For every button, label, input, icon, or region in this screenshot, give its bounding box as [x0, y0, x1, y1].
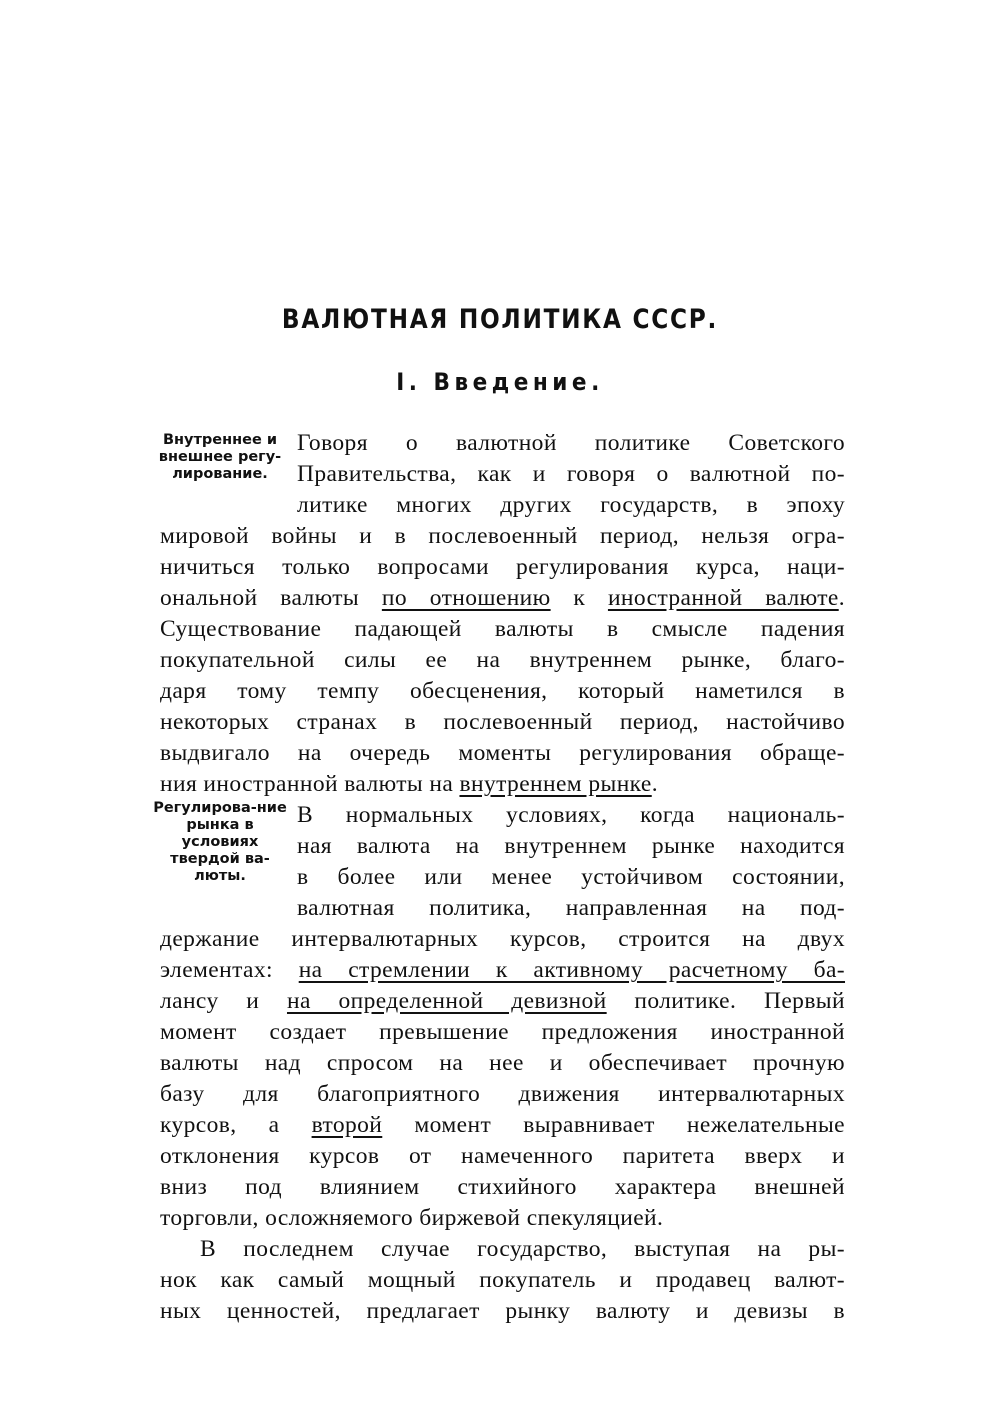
text-line: ничиться только вопросами регулирования курса, наци- [160, 554, 845, 580]
text-line: держание интервалютарных курсов, строится на двух [160, 926, 845, 952]
text-line: момент создает превышение предложения иностранной [160, 1019, 845, 1045]
text-line: ных ценностей, предлагает рынку валюту и девизы в [160, 1298, 845, 1324]
text-line [160, 769, 845, 799]
text-line: базу для благоприятного движения интервалютарных [160, 1081, 845, 1107]
underlined-text: на стремлении к активному расчетному ба- [298, 957, 846, 983]
underlined-text: на определенной девизной [286, 988, 607, 1014]
page-title: ВАЛЮТНАЯ ПОЛИТИКА СССР. [281, 304, 719, 335]
text-line: некоторых странах в послевоенный период, настойчиво [160, 709, 845, 735]
text-line [160, 986, 845, 1016]
text-line: нок как самый мощный покупатель и продавец валют- [160, 1267, 845, 1293]
text-line [160, 1110, 845, 1140]
margin-note-regulation: Внутреннее и внешнее регу-лирование. [158, 432, 282, 482]
text-line: Правительства, как и говоря о валютной по- [297, 461, 845, 487]
text-line: Говоря о валютной политике Советского [297, 430, 845, 456]
text-fragment: . [651, 771, 659, 797]
text-line: литике многих других государств, в эпоху [297, 492, 845, 518]
text-line: мировой войны и в послевоенный период, нельзя огра- [160, 523, 845, 549]
text-line: вниз под влиянием стихийного характера внешней [160, 1174, 845, 1200]
text-line: валюты над спросом на нее и обеспечивает прочную [160, 1050, 845, 1076]
text-line: покупательной силы ее на внутреннем рынке, благо- [160, 647, 845, 673]
text-line: ная валюта на внутреннем рынке находится [297, 833, 845, 859]
text-line: Существование падающей валюты в смысле падения [160, 616, 845, 642]
section-heading: I. Введение. [396, 368, 604, 396]
text-line: выдвигало на очередь моменты регулирования обраще- [160, 740, 845, 766]
text-line: отклонения курсов от намеченного паритета вверх и [160, 1143, 845, 1169]
underlined-text: по отношению [381, 585, 551, 611]
text-line: даря тому темпу обесценения, который наметился в [160, 678, 845, 704]
underlined-text: иностранной валюте [607, 585, 839, 611]
text-fragment: курсов, а [160, 1112, 280, 1138]
text-fragment: лансу и [160, 988, 260, 1014]
text-line [160, 955, 845, 985]
text-line [160, 583, 845, 613]
text-line: торговли, осложняемого биржевой спекуляцией. [160, 1205, 664, 1231]
text-fragment: . [838, 585, 845, 611]
margin-note-market-regulation: Регулирова-ние рынка в условиях твердой ва-люты. [153, 800, 287, 884]
text-line: В последнем случае государство, выступая на ры- [200, 1236, 845, 1262]
text-line: в более или менее устойчивом состоянии, [297, 864, 845, 890]
text-fragment: ния иностранной валюты на [160, 771, 454, 797]
underlined-text: второй [311, 1112, 383, 1138]
text-fragment: к [573, 585, 586, 611]
text-fragment: элементах: [160, 957, 273, 983]
underlined-text: внутреннем рынке [459, 771, 652, 797]
text-line: В нормальных условиях, когда националь- [297, 802, 845, 828]
text-line: валютная политика, направленная на под- [297, 895, 845, 921]
text-fragment: ональной валюты [160, 585, 360, 611]
text-fragment: политике. Первый [634, 988, 845, 1014]
text-fragment: момент выравнивает нежелательные [414, 1112, 845, 1138]
